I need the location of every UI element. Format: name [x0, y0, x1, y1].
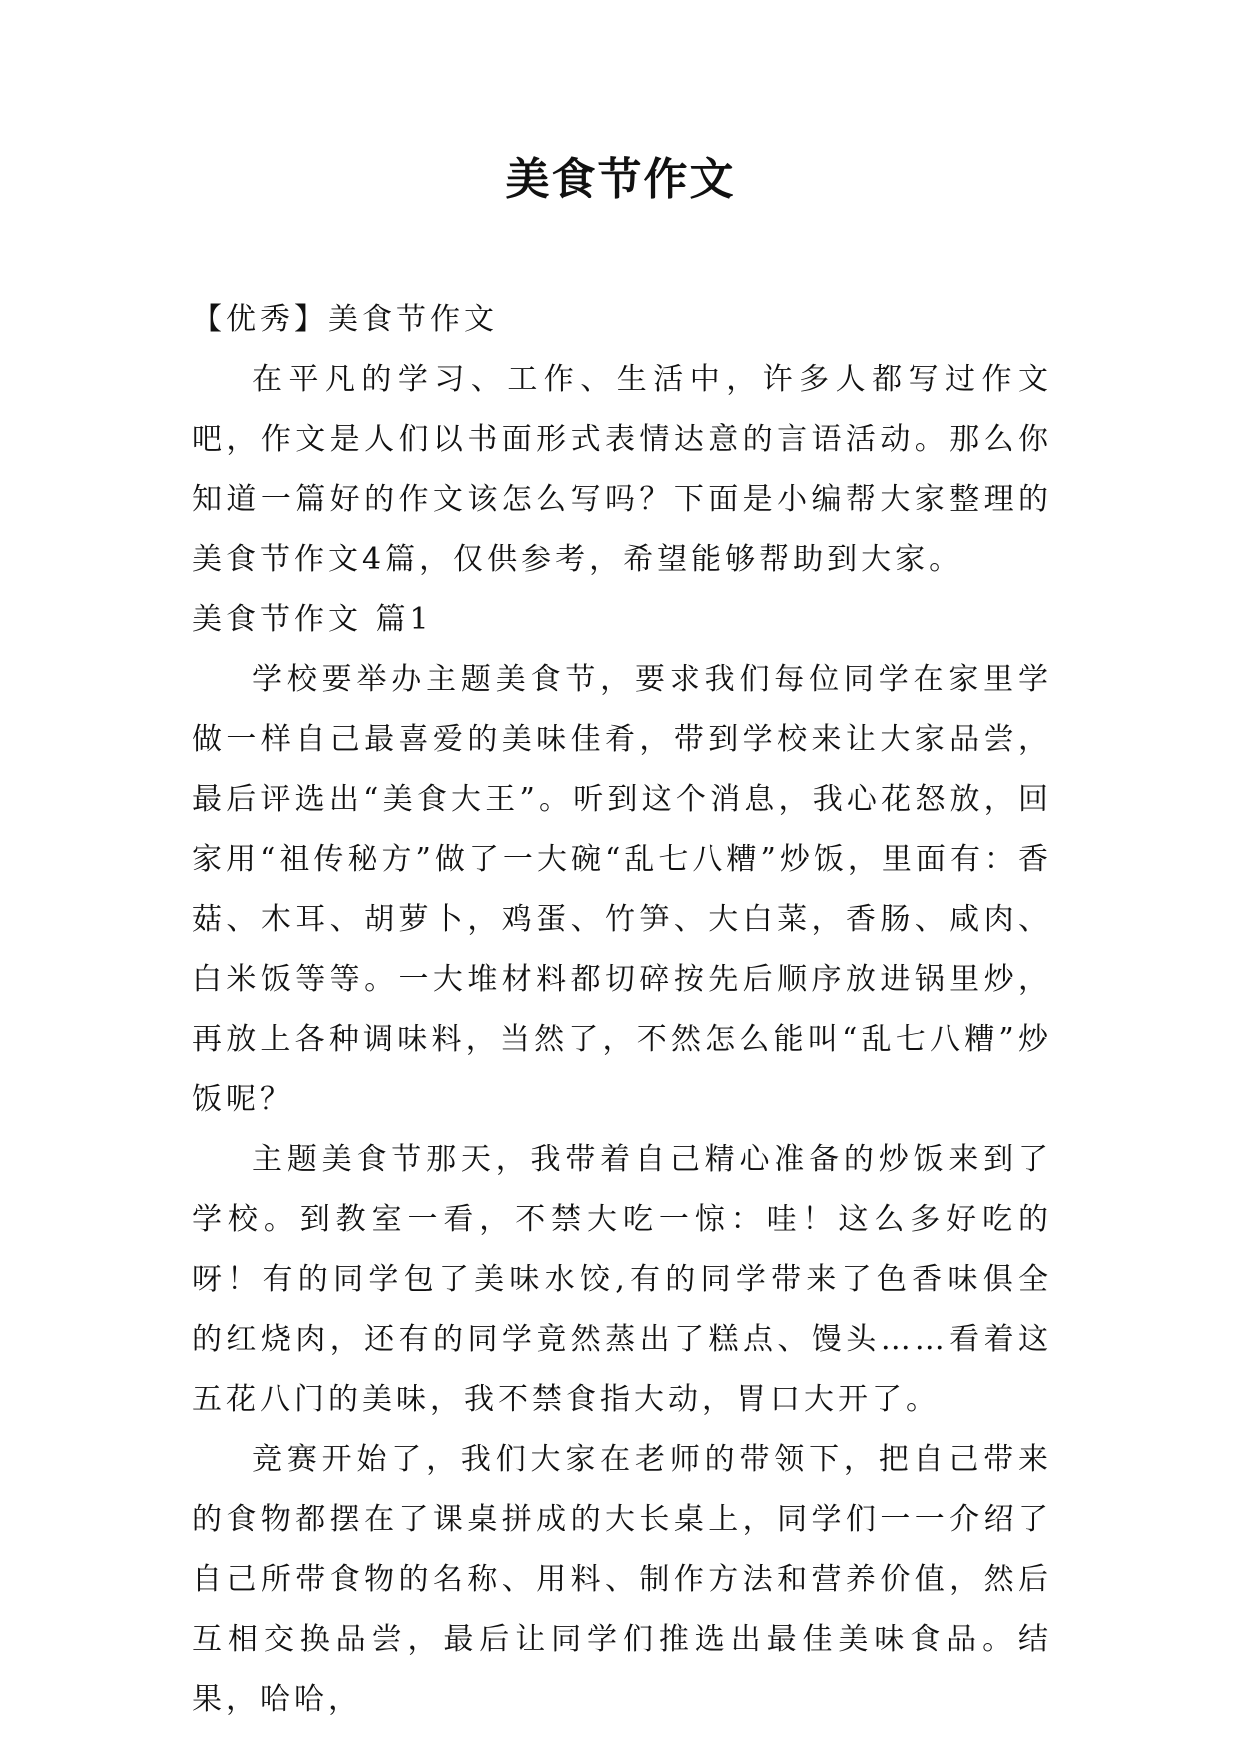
- intro-paragraph: 在平凡的学习、工作、生活中，许多人都写过作文吧，作文是人们以书面形式表情达意的言语活动。那么你知道一篇好的作文该怎么写吗？下面是小编帮大家整理的美食节作文4篇，仅供参考，希望能够帮助到大家。: [192, 362, 1052, 577]
- document-body: [192, 290, 1052, 1730]
- document-title: 美食节作文: [505, 154, 736, 205]
- body-paragraph-3: 竞赛开始了，我们大家在老师的带领下，把自己带来的食物都摆在了课桌拼成的大长桌上，同学们一一介绍了自己所带食物的名称、用料、制作方法和营养价值，然后互相交换品尝，最后让同学们推选出最佳美味食品。结果，哈哈，: [192, 1442, 1052, 1717]
- body-paragraph-2: 主题美食节那天，我带着自己精心准备的炒饭来到了学校。到教室一看，不禁大吃一惊：哇！这么多好吃的呀！有的同学包了美味水饺,有的同学带来了色香味俱全的红烧肉，还有的同学竟然蒸出了糕点、馒头……看着这五花八门的美味，我不禁食指大动，胃口大开了。: [192, 1142, 1052, 1417]
- section-heading: 美食节作文 篇1: [192, 602, 433, 637]
- body-paragraph-1: 学校要举办主题美食节，要求我们每位同学在家里学做一样自己最喜爱的美味佳肴，带到学校来让大家品尝，最后评选出“美食大王”。听到这个消息，我心花怒放，回家用“祖传秘方”做了一大碗“乱七八糟”炒饭，里面有：香菇、木耳、胡萝卜，鸡蛋、竹笋、大白菜，香肠、咸肉、白米饭等等。一大堆材料都切碎按先后顺序放进锅里炒，再放上各种调味料，当然了，不然怎么能叫“乱七八糟”炒饭呢？: [192, 662, 1052, 1117]
- document-subtitle: 【优秀】美食节作文: [192, 302, 498, 337]
